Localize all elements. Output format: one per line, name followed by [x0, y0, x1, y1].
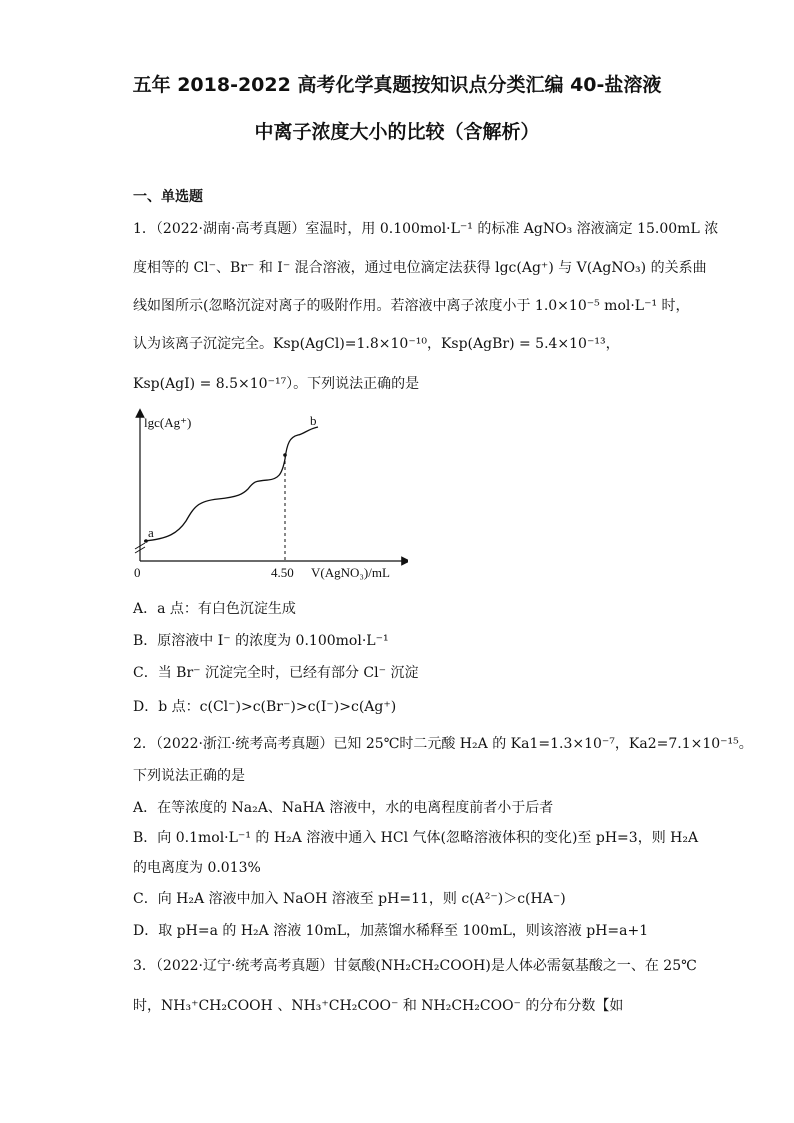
- equivalence-point: [283, 453, 287, 457]
- q2-option-c: C．向 H₂A 溶液中加入 NaOH 溶液至 pH=11，则 c(A²⁻)＞c(HA⁻): [133, 891, 566, 907]
- q2-option-b-line-2: 的电离度为 0.013%: [133, 860, 261, 876]
- page-title-line-2: 中离子浓度大小的比较（含解析）: [254, 121, 540, 143]
- point-a-label: a: [148, 525, 154, 540]
- titration-curve-chart: [128, 405, 408, 585]
- q1-line-2: 度相等的 Cl⁻、Br⁻ 和 I⁻ 混合溶液，通过电位滴定法获得 lgc(Ag⁺) 与 V(AgNO₃) 的关系曲: [133, 260, 707, 276]
- y-axis-label: lgc(Ag⁺): [144, 415, 192, 430]
- q2-line-2: 下列说法正确的是: [133, 768, 245, 784]
- q2-option-d: D．取 pH=a 的 H₂A 溶液 10mL，加蒸馏水稀释至 100mL，则该溶液 pH=a+1: [133, 923, 649, 939]
- page-title-line-1: 五年 2018-2022 高考化学真题按知识点分类汇编 40-盐溶液: [132, 74, 662, 96]
- q1-line-1: 1．（2022·湖南·高考真题）室温时，用 0.100mol·L⁻¹ 的标准 AgNO₃ 溶液滴定 15.00mL 浓: [133, 221, 719, 237]
- q1-option-b: B．原溶液中 I⁻ 的浓度为 0.100mol·L⁻¹: [133, 633, 389, 649]
- q2-option-b-line-1: B．向 0.1mol·L⁻¹ 的 H₂A 溶液中通入 HCl 气体(忽略溶液体积的变化)至 pH=3，则 H₂A: [133, 830, 699, 846]
- q2-line-1: 2．（2022·浙江·统考高考真题）已知 25℃时二元酸 H₂A 的 Ka1=1.3×10⁻⁷，Ka2=7.1×10⁻¹⁵。: [133, 736, 753, 752]
- q1-line-3: 线如图所示(忽略沉淀对离子的吸附作用。若溶液中离子浓度小于 1.0×10⁻⁵ mol·L⁻¹ 时，: [133, 298, 690, 314]
- q1-line-4: 认为该离子沉淀完全。Ksp(AgCl)=1.8×10⁻¹⁰，Ksp(AgBr) = 5.4×10⁻¹³，: [133, 336, 620, 352]
- q3-line-2: 时，NH₃⁺CH₂COOH 、NH₃⁺CH₂COO⁻ 和 NH₂CH₂COO⁻ 的分布分数【如: [133, 998, 624, 1014]
- q1-line-5: Ksp(AgI) = 8.5×10⁻¹⁷）。下列说法正确的是: [133, 376, 420, 392]
- origin-label: 0: [134, 565, 141, 580]
- x-tick-label: 4.50: [271, 565, 294, 580]
- titration-curve: [144, 427, 318, 541]
- x-axis-label: V(AgNO₃)/mL: [311, 565, 390, 580]
- q2-option-a: A．在等浓度的 Na₂A、NaHA 溶液中，水的电离程度前者小于后者: [133, 800, 554, 816]
- point-b-label: b: [310, 413, 317, 428]
- section-heading: 一、单选题: [133, 189, 203, 205]
- q1-option-d: D．b 点：c(Cl⁻)>c(Br⁻)>c(I⁻)>c(Ag⁺): [133, 699, 397, 715]
- q1-option-c: C．当 Br⁻ 沉淀完全时，已经有部分 Cl⁻ 沉淀: [133, 665, 419, 681]
- q1-option-a: A．a 点：有白色沉淀生成: [133, 601, 296, 617]
- q3-line-1: 3．（2022·辽宁·统考高考真题）甘氨酸(NH₂CH₂COOH)是人体必需氨基酸之一、在 25℃: [133, 958, 697, 974]
